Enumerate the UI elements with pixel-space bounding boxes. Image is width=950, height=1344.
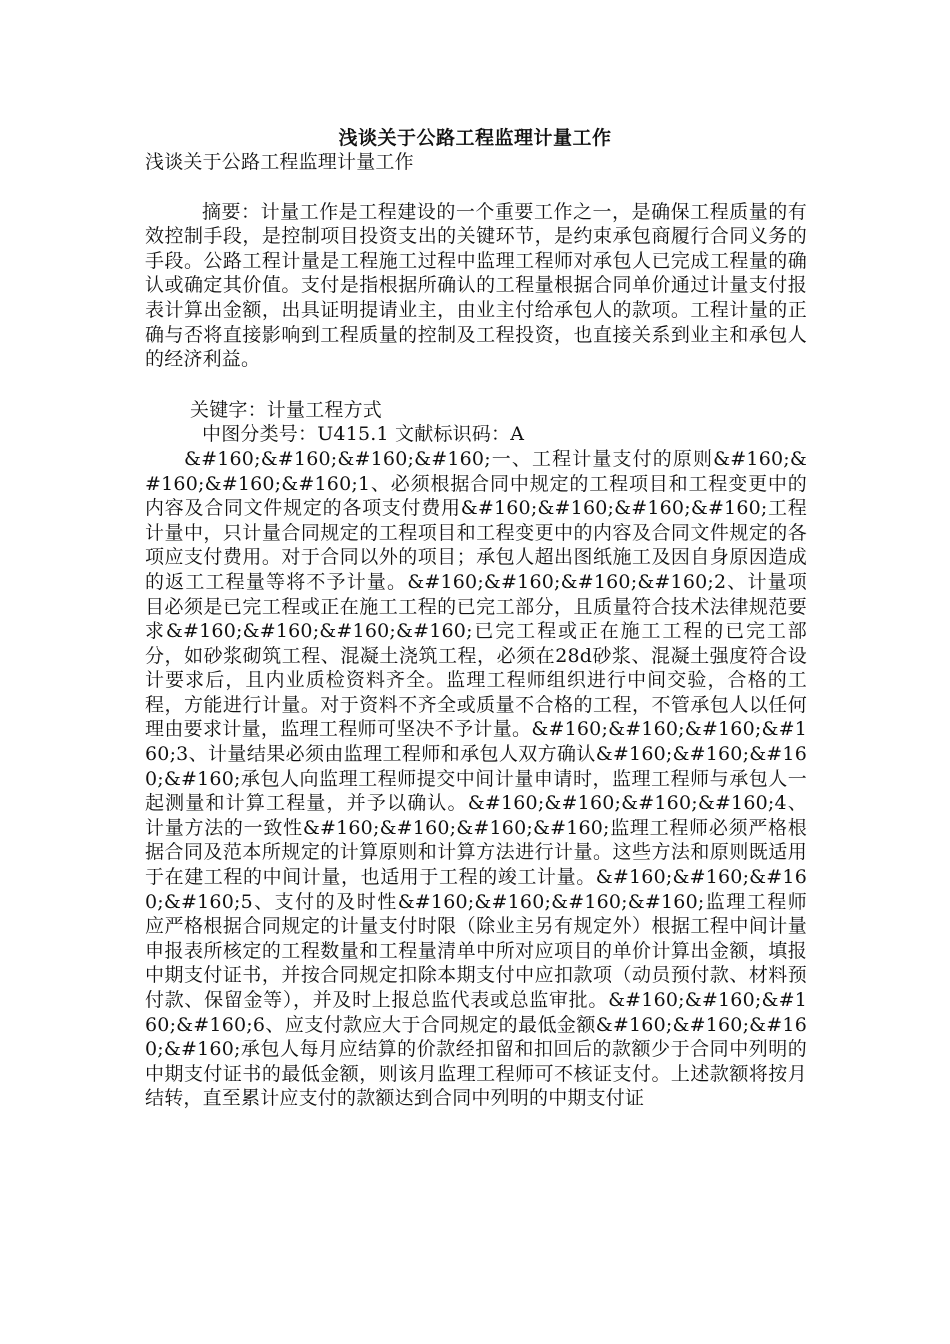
classification-line: 中图分类号：U415.1 文献标识码：A — [202, 423, 525, 446]
abstract-paragraph: 摘要：计量工作是工程建设的一个重要工作之一，是确保工程质量的有效控制手段，是控制项目投资支出的关键环节，是约束承包商履行合同义务的手段。公路工程计量是工程施工过程中监理工程师对承包人已完成工程量的确认或确定其价值。支付是指根据所确认的工程量根据合同单价通过计量支付报表计算出金额，出具证明提请业主，由业主付给承包人的款项。工程计量的正确与否将直接影响到工程质量的控制及工程投资，也直接关系到业主和承包人的经济利益。 — [145, 200, 807, 371]
document-content — [145, 150, 807, 1111]
document-subtitle: 浅谈关于公路工程监理计量工作 — [145, 151, 414, 173]
keywords-line: 关键字：计量工程方式 — [190, 398, 383, 421]
document-title: 浅谈关于公路工程监理计量工作 — [338, 127, 612, 149]
body-paragraph: &#160;&#160;&#160;&#160;一、工程计量支付的原则&#160;&#160;&#160;&#160;1、必须根据合同中规定的工程项目和工程变更中的内容及合同文件规定的各项支付费用&#160;&#160;&#160;&#160;工程计量中，只计量合同规定的工程项目和工程变更中的内容及合同文件规定的各项应支付费用。对于合同以外的项目；承包人超出图纸施工及因自身原因造成的返工工程量等将不予计量。&#160;&#160;&#160;&#160;2、计量项目必须是已完工程或正在施工工程的已完工部分，且质量符合技术法律规范要求&#160;&#160;&#160;&#160;已完工程或正在施工工程的已完工部分，如砂浆砌筑工程、混凝土浇筑工程，必须在28d砂浆、混凝土强度符合设计要求后，且内业质检资料齐全。监理工程师组织进行中间交验，合格的工程，方能进行计量。对于资料不齐全或质量不合格的工程，不管承包人以任何理由要求计量，监理工程师可坚决不予计量。&#160;&#160;&#160;&#160;3、计量结果必须由监理工程师和承包人双方确认&#160;&#160;&#160;&#160;承包人向监理工程师提交中间计量申请时，监理工程师与承包人一起测量和计算工程量，并予以确认。&#160;&#160;&#160;&#160;4、计量方法的一致性&#160;&#160;&#160;&#160;监理工程师必须严格根据合同及范本所规定的计算原则和计算方法进行计量。这些方法和原则既适用于在建工程的中间计量，也适用于工程的竣工计量。&#160;&#160;&#160;&#160;5、支付的及时性&#160;&#160;&#160;&#160;监理工程师应严格根据合同规定的计量支付时限（除业主另有规定外）根据工程中间计量申报表所核定的工程数量和工程量清单中所对应项目的单价计算出金额，填报中期支付证书，并按合同规定扣除本期支付中应扣款项（动员预付款、材料预付款、保留金等），并及时上报总监代表或总监审批。&#160;&#160;&#160;&#160;6、应支付款应大于合同规定的最低金额&#160;&#160;&#160;&#160;承包人每月应结算的价款经扣留和扣回后的款额少于合同中列明的中期支付证书的最低金额，则该月监理工程师可不核证支付。上述款额将按月结转，直至累计应支付的款额达到合同中列明的中期支付证 — [145, 447, 807, 1110]
